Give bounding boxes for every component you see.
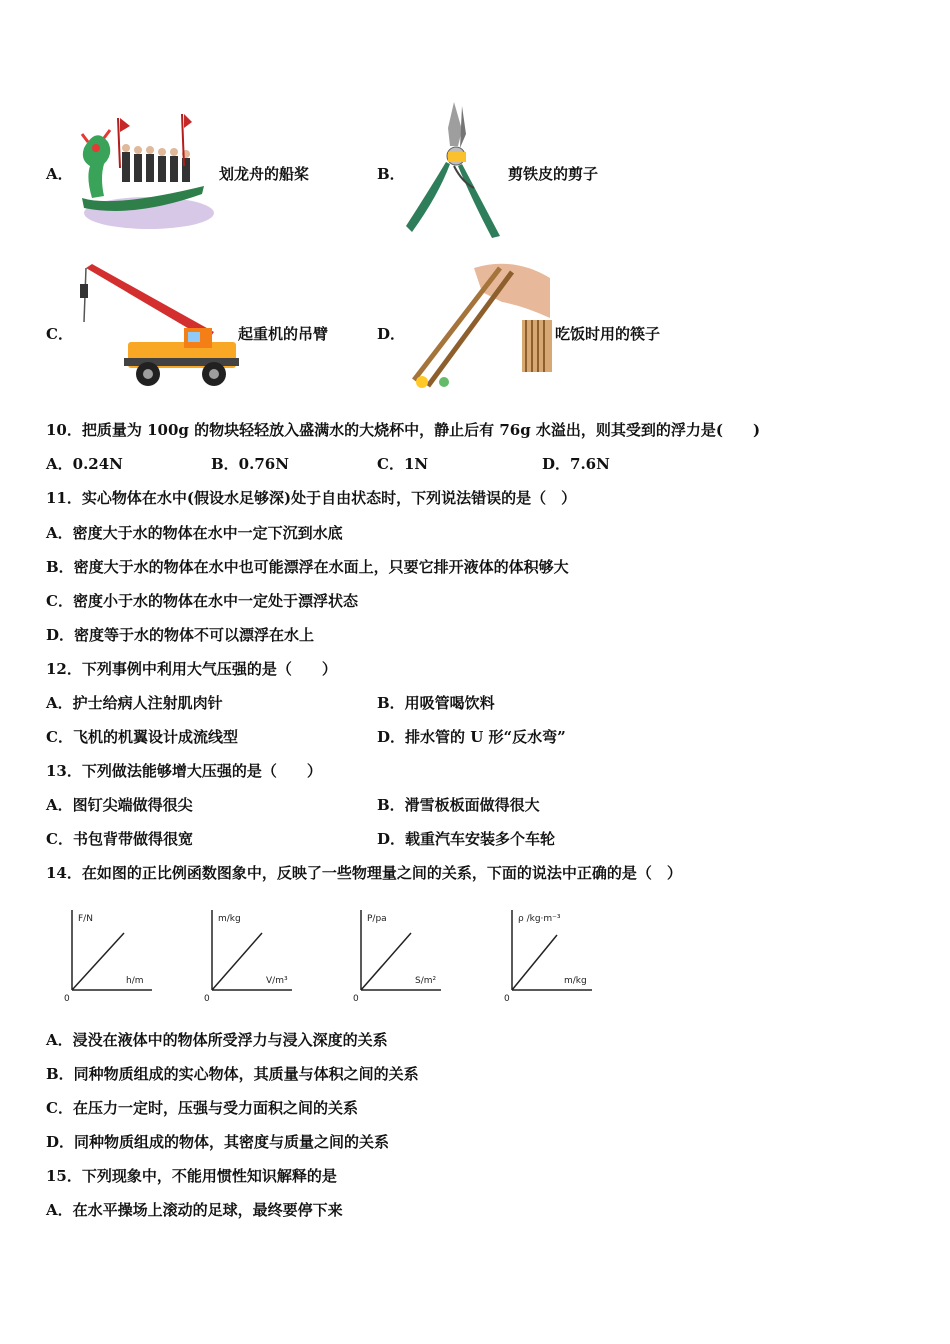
- origin-label: 0: [504, 994, 510, 1004]
- q10-stem: 10．把质量为 100g 的物块轻轻放入盛满水的大烧杯中，静止后有 76g 水溢出，则其受到的浮力是( ): [46, 421, 761, 439]
- q12-stem: 12．下列事例中利用大气压强的是（ ）: [46, 660, 337, 678]
- q10-option-a: A．0.24N: [46, 455, 123, 473]
- q14-option-c: C．在压力一定时，压强与受力面积之间的关系: [46, 1099, 358, 1117]
- q9-option-b-letter: B．: [377, 165, 405, 183]
- y-axis-label: ρ /kg·m⁻³: [518, 914, 561, 924]
- q12-option-a: A．护士给病人注射肌肉针: [46, 694, 223, 712]
- q15-stem: 15．下列现象中，不能用惯性知识解释的是: [46, 1167, 337, 1185]
- graph-mass-volume: [202, 905, 302, 1005]
- chopsticks-image: [404, 258, 554, 390]
- q14-option-d: D．同种物质组成的物体，其密度与质量之间的关系: [46, 1133, 390, 1151]
- q13-option-d: D．载重汽车安装多个车轮: [377, 830, 556, 848]
- q11-option-a: A．密度大于水的物体在水中一定下沉到水底: [46, 524, 343, 542]
- proportional-line: [212, 933, 262, 990]
- q10-option-c: C．1N: [377, 455, 429, 473]
- q11-option-c: C．密度小于水的物体在水中一定处于漂浮状态: [46, 592, 358, 610]
- q11-option-b: B．密度大于水的物体在水中也可能漂浮在水面上，只要它排开液体的体积够大: [46, 558, 569, 576]
- origin-label: 0: [64, 994, 70, 1004]
- q9-option-a-letter: A．: [46, 165, 73, 183]
- q13-option-b: B．滑雪板板面做得很大: [377, 796, 540, 814]
- graph-force-depth: [62, 905, 162, 1005]
- q9-option-d-text: 吃饭时用的筷子: [555, 325, 661, 343]
- q9-option-d-letter: D．: [377, 325, 406, 343]
- origin-label: 0: [204, 994, 210, 1004]
- q11-stem: 11．实心物体在水中(假设水足够深)处于自由状态时，下列说法错误的是（ ）: [46, 489, 577, 507]
- q10-option-b: B．0.76N: [211, 455, 289, 473]
- y-axis-label: F/N: [78, 914, 93, 924]
- y-axis-label: P/pa: [367, 914, 387, 924]
- q9-option-b-text: 剪铁皮的剪子: [508, 165, 599, 183]
- y-axis-label: m/kg: [218, 914, 241, 924]
- origin-label: 0: [353, 994, 359, 1004]
- tin-snips-image: [402, 100, 507, 240]
- graph-pressure-area: [351, 905, 451, 1005]
- q13-option-c: C．书包背带做得很宽: [46, 830, 193, 848]
- proportional-line: [72, 933, 124, 990]
- q12-option-b: B．用吸管喝饮料: [377, 694, 495, 712]
- proportional-line: [361, 933, 411, 990]
- q10-option-d: D．7.6N: [542, 455, 610, 473]
- q12-option-c: C．飞机的机翼设计成流线型: [46, 728, 238, 746]
- proportional-line: [512, 935, 557, 990]
- crane-image: [74, 262, 239, 390]
- q14-option-a: A．浸没在液体中的物体所受浮力与浸入深度的关系: [46, 1031, 388, 1049]
- q13-option-a: A．图钉尖端做得很尖: [46, 796, 193, 814]
- q9-option-c-letter: C．: [46, 325, 73, 343]
- x-axis-label: m/kg: [564, 976, 587, 986]
- x-axis-label: S/m²: [415, 976, 437, 986]
- q14-option-b: B．同种物质组成的实心物体，其质量与体积之间的关系: [46, 1065, 419, 1083]
- dragon-boat-image: [74, 108, 214, 233]
- q9-option-a-text: 划龙舟的船桨: [219, 165, 310, 183]
- q13-stem: 13．下列做法能够增大压强的是（ ）: [46, 762, 322, 780]
- graph-density-mass: [502, 905, 602, 1005]
- q12-option-d: D．排水管的 U 形“反水弯”: [377, 728, 566, 746]
- q14-stem: 14．在如图的正比例函数图象中，反映了一些物理量之间的关系，下面的说法中正确的是（ ）: [46, 864, 682, 882]
- x-axis-label: h/m: [126, 976, 144, 986]
- q11-option-d: D．密度等于水的物体不可以漂浮在水上: [46, 626, 315, 644]
- q9-option-c-text: 起重机的吊臂: [238, 325, 329, 343]
- x-axis-label: V/m³: [266, 976, 288, 986]
- q15-option-a: A．在水平操场上滚动的足球，最终要停下来: [46, 1201, 343, 1219]
